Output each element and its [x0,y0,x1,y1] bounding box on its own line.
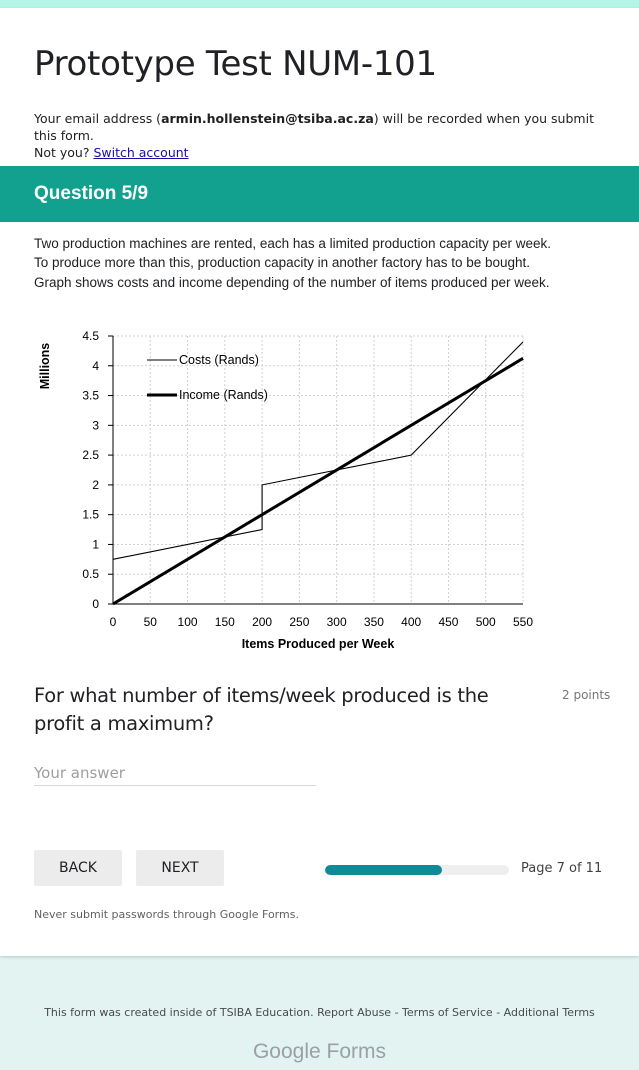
back-button[interactable]: BACK [34,850,122,886]
form-card [0,8,639,956]
logo-word-google: Google [252,1040,321,1063]
email-suffix: ) will be recorded when you submit this form. [34,111,594,143]
x-tick-label: 550 [512,615,534,629]
switch-account-link[interactable]: Switch account [93,145,189,160]
google-forms-logo[interactable] [0,1040,639,1064]
section-header [0,166,639,222]
logo-word-forms: Forms [326,1040,387,1063]
chart-grid [113,336,523,604]
progress-bar [325,865,509,875]
x-tick-label: 400 [401,615,422,629]
x-tick-label: 200 [252,615,273,629]
y-tick-label: 4 [92,358,99,373]
y-tick-label: 0 [92,597,99,611]
progress-bar-fill [325,865,442,875]
legend-label: Income (Rands) [179,388,268,402]
y-tick-label: 0.5 [82,567,99,582]
x-tick-label: 300 [326,615,347,629]
question-description [34,234,614,292]
section-title: Question 5/9 [34,183,149,204]
x-axis-title: Items Produced per Week [241,637,395,651]
additional-terms-link[interactable]: Additional Terms [503,1006,595,1019]
form-title: Prototype Test NUM-101 [34,44,437,84]
description-line: To produce more than this, production capacity in another factory has to be bought. [34,255,531,271]
chart-legend [147,353,268,402]
chart-series [113,342,523,604]
x-tick-label: 0 [109,615,117,629]
question-points: 2 points [562,688,611,702]
x-tick-label: 500 [475,615,496,629]
not-you-label: Not you? [34,145,90,160]
answer-input[interactable] [34,760,316,786]
y-tick-label: 3.5 [82,388,99,403]
y-tick-label: 2.5 [82,448,99,463]
next-button[interactable]: NEXT [136,850,224,886]
y-axis-title: Millions [38,342,52,390]
x-tick-label: 50 [143,615,157,629]
report-abuse-link[interactable]: Report Abuse [317,1006,392,1019]
legend-label: Costs (Rands) [179,353,259,367]
x-tick-label: 150 [214,615,235,629]
y-tick-label: 1 [92,537,99,552]
footer-separator: - [391,1006,403,1019]
page-indicator: Page 7 of 11 [521,861,603,876]
email-address: armin.hollenstein@tsiba.ac.za [161,111,374,126]
top-color-strip [0,0,639,8]
y-tick-label: 2 [92,477,99,492]
series-line-costs [113,342,523,559]
x-tick-label: 250 [289,615,310,629]
description-line: Two production machines are rented, each has a limited production capacity per week. [34,236,552,251]
footer-created-text: This form was created inside of TSIBA Education. [44,1006,314,1019]
x-tick-label: 100 [177,615,198,629]
x-tick-label: 450 [438,615,459,629]
y-tick-label: 1.5 [82,507,99,522]
email-prefix: Your email address ( [34,111,162,126]
x-tick-label: 350 [363,615,384,629]
email-notice [34,110,614,161]
question-text: For what number of items/week produced is the profit a maximum? [34,684,489,735]
description-line: Graph shows costs and income depending of the number of items produced per week. [34,274,550,290]
footer-links [0,1006,639,1019]
y-tick-label: 4.5 [82,329,99,343]
password-warning: Never submit passwords through Google Forms. [34,908,299,921]
terms-of-service-link[interactable]: Terms of Service [402,1006,493,1019]
y-tick-label: 3 [92,418,99,433]
footer-separator: - [492,1006,504,1019]
cost-income-chart [30,318,550,658]
